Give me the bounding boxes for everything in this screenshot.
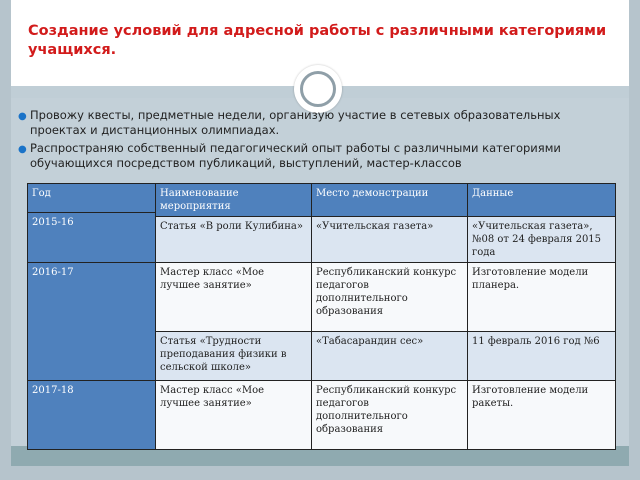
data-cell: Изготовление модели ракеты.	[468, 381, 616, 450]
decorative-circle-icon	[294, 65, 342, 113]
bullet-dot-icon: ●	[18, 144, 27, 155]
event-cell: Мастер класс «Мое лучшее занятие»	[156, 263, 312, 332]
year-cell: 2015-16	[28, 213, 156, 263]
header-data: Данные	[468, 184, 616, 217]
place-cell: Республиканский конкурс педагогов дополнительного образования	[312, 263, 468, 332]
bullet-dot-icon: ●	[18, 111, 27, 122]
header-place: Место демонстрации	[312, 184, 468, 217]
slide-frame-bottom	[0, 466, 640, 480]
data-cell: «Учительская газета», №08 от 24 февраля 2015 года	[468, 217, 616, 263]
events-table	[27, 183, 616, 450]
table-row	[28, 263, 616, 332]
year-cell: 2016-17	[28, 263, 156, 381]
slide-frame-right	[629, 0, 640, 480]
place-cell: Республиканский конкурс педагогов дополнительного образования	[312, 381, 468, 450]
event-cell: Статья «В роли Кулибина»	[156, 217, 312, 263]
decorative-circle-ring	[300, 71, 336, 107]
slide-title: Создание условий для адресной работы с различными категориями учащихся.	[28, 23, 607, 58]
bullet-text: Распространяю собственный педагогический опыт работы с различными категориями обучающихся посредством публикаций, выступлений, мастер-классов	[30, 141, 561, 170]
data-cell: 11 февраль 2016 год №6	[468, 332, 616, 381]
place-cell: «Табасарандин сес»	[312, 332, 468, 381]
table-row	[28, 381, 616, 450]
table-row	[28, 184, 616, 213]
bullet-item	[18, 108, 618, 138]
header-year: Год	[28, 184, 156, 213]
header-event: Наименование мероприятия	[156, 184, 312, 217]
bullet-item	[18, 141, 618, 171]
slide-frame-left	[0, 0, 11, 480]
event-cell: Мастер класс «Мое лучшее занятие»	[156, 381, 312, 450]
data-cell: Изготовление модели планера.	[468, 263, 616, 332]
place-cell: «Учительская газета»	[312, 217, 468, 263]
bullet-text: Провожу квесты, предметные недели, организую участие в сетевых образовательных проектах и дистанционных олимпиадах.	[30, 108, 561, 137]
event-cell: Статья «Трудности преподавания физики в сельской школе»	[156, 332, 312, 381]
bullet-list	[18, 108, 618, 174]
year-cell: 2017-18	[28, 381, 156, 450]
